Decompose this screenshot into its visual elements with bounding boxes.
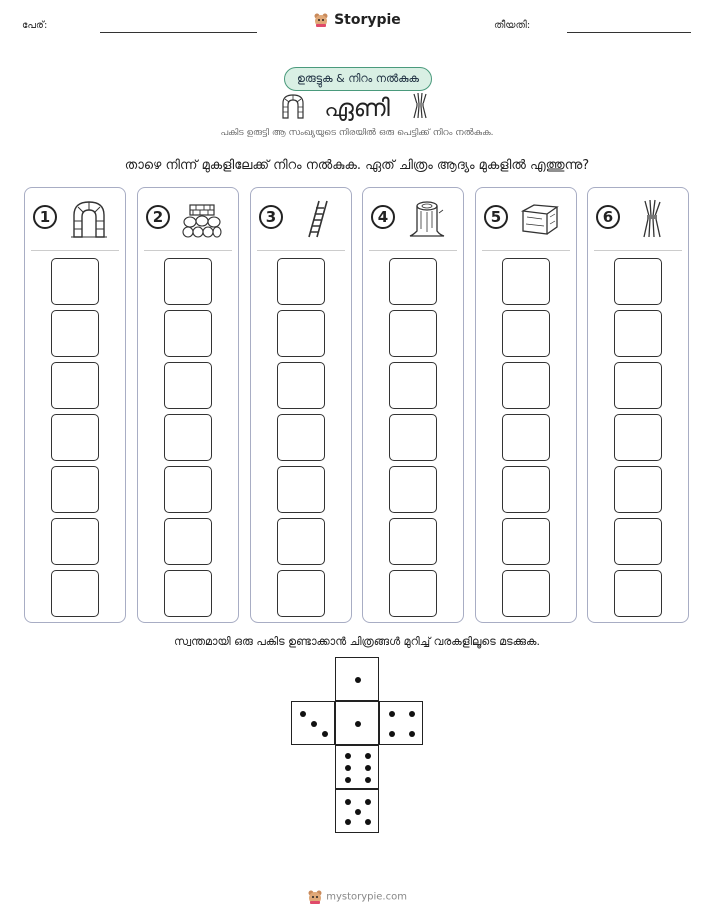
date-line[interactable] (567, 32, 691, 33)
color-box[interactable] (614, 258, 662, 305)
dice-pip (345, 777, 351, 783)
tree-stump-icon (407, 199, 447, 239)
dice-pip (355, 677, 361, 683)
column-number: 3 (259, 205, 283, 229)
color-box[interactable] (164, 258, 212, 305)
color-box[interactable] (614, 414, 662, 461)
dice-pip (409, 711, 415, 717)
dice-pip (365, 819, 371, 825)
dice-pip (365, 777, 371, 783)
bear-icon (313, 12, 329, 28)
color-box[interactable] (277, 362, 325, 409)
dice-face-3 (291, 701, 335, 745)
color-box[interactable] (277, 466, 325, 513)
dice-face-6 (335, 745, 379, 789)
color-box[interactable] (164, 570, 212, 617)
dice-face-5 (335, 789, 379, 833)
column-2 (137, 187, 239, 623)
color-box[interactable] (51, 310, 99, 357)
dice-pip (389, 731, 395, 737)
wheat-bundle-icon (632, 199, 672, 239)
column-6 (587, 187, 689, 623)
dice-face-1 (335, 657, 379, 701)
color-box[interactable] (51, 414, 99, 461)
dice-pip (345, 819, 351, 825)
color-box[interactable] (614, 518, 662, 565)
footer (0, 889, 714, 905)
color-box[interactable] (502, 258, 550, 305)
color-box[interactable] (51, 570, 99, 617)
color-box[interactable] (389, 362, 437, 409)
bear-icon (307, 889, 323, 905)
stone-arch-icon (69, 199, 109, 239)
color-box[interactable] (164, 362, 212, 409)
color-box[interactable] (502, 414, 550, 461)
color-box[interactable] (502, 570, 550, 617)
color-box[interactable] (502, 466, 550, 513)
color-box[interactable] (389, 258, 437, 305)
dice-pip (365, 753, 371, 759)
dice-face-1 (335, 701, 379, 745)
subtitle: പകിട ഉരുട്ടി ആ സംഖ്യയുടെ നിരയിൽ ഒരു പെട്ടിക്ക് നിറം നൽകുക. (220, 128, 494, 138)
topic-pill: ഉരുട്ടുക & നിറം നൽകുക (284, 67, 432, 91)
color-box[interactable] (51, 466, 99, 513)
dice-pip (365, 799, 371, 805)
dice-pip (365, 765, 371, 771)
color-box[interactable] (277, 570, 325, 617)
column-number: 6 (596, 205, 620, 229)
page-title: ഏണി (324, 94, 390, 122)
dice-face-4 (379, 701, 423, 745)
wheat-bundle-icon (411, 92, 429, 120)
color-box[interactable] (614, 310, 662, 357)
color-box[interactable] (277, 518, 325, 565)
color-box[interactable] (614, 466, 662, 513)
dice-pip (345, 799, 351, 805)
ladder-icon (295, 199, 335, 239)
dice-pip (355, 721, 361, 727)
color-box[interactable] (502, 362, 550, 409)
color-box[interactable] (277, 414, 325, 461)
dice-pip (355, 809, 361, 815)
brand-logo (0, 12, 714, 28)
color-box[interactable] (164, 310, 212, 357)
instruction: താഴെ നിന്ന് മുകളിലേക്ക് നിറം നൽകുക. ഏത് ചിത്രം ആദ്യം മുകളിൽ എത്തുന്നു? (124, 158, 590, 173)
color-box[interactable] (614, 362, 662, 409)
footer-url: mystorypie.com (326, 891, 407, 903)
column-number: 4 (371, 205, 395, 229)
dice-pip (300, 711, 306, 717)
color-box[interactable] (389, 466, 437, 513)
color-box[interactable] (502, 310, 550, 357)
dice-pip (345, 765, 351, 771)
color-box[interactable] (51, 362, 99, 409)
stone-pile-icon (182, 199, 222, 239)
color-box[interactable] (614, 570, 662, 617)
color-box[interactable] (389, 518, 437, 565)
color-box[interactable] (277, 258, 325, 305)
brand-name: Storypie (334, 12, 401, 28)
dice-pip (322, 731, 328, 737)
name-label: പേര്: (22, 20, 48, 31)
hay-bale-icon (520, 199, 560, 239)
column-3 (250, 187, 352, 623)
color-box[interactable] (389, 310, 437, 357)
color-box[interactable] (164, 414, 212, 461)
color-box[interactable] (389, 570, 437, 617)
dice-instruction: സ്വന്തമായി ഒരു പകിട ഉണ്ടാക്കാൻ ചിത്രങ്ങൾ മുറിച്ച് വരകളിലൂടെ മടക്കുക. (174, 635, 540, 648)
dice-pip (409, 731, 415, 737)
column-4 (362, 187, 464, 623)
dice-pip (389, 711, 395, 717)
color-box[interactable] (164, 518, 212, 565)
color-box[interactable] (277, 310, 325, 357)
color-box[interactable] (51, 258, 99, 305)
dice-pip (311, 721, 317, 727)
color-box[interactable] (164, 466, 212, 513)
column-number: 1 (33, 205, 57, 229)
column-number: 2 (146, 205, 170, 229)
color-box[interactable] (502, 518, 550, 565)
color-box[interactable] (51, 518, 99, 565)
name-line[interactable] (100, 32, 257, 33)
date-label: തീയതി: (494, 20, 531, 31)
column-number: 5 (484, 205, 508, 229)
dice-pip (345, 753, 351, 759)
color-box[interactable] (389, 414, 437, 461)
column-5 (475, 187, 577, 623)
column-1 (24, 187, 126, 623)
